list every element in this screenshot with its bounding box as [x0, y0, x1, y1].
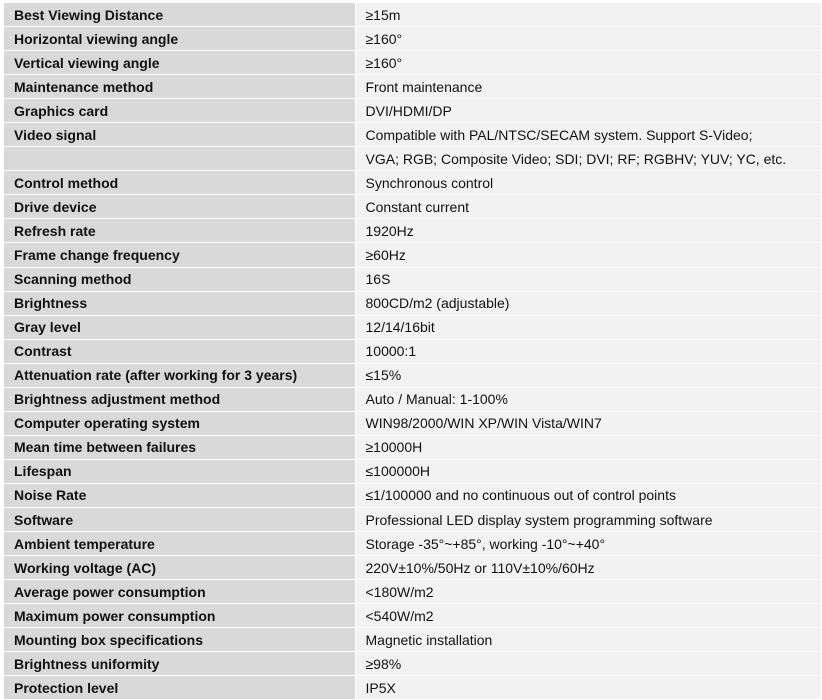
spec-row	[4, 580, 821, 604]
spec-label: Ambient temperature	[4, 532, 355, 556]
spec-value: Auto / Manual: 1-100%	[355, 387, 821, 411]
spec-value: Magnetic installation	[355, 628, 821, 652]
spec-label: Brightness adjustment method	[4, 387, 355, 411]
spec-label: Lifespan	[4, 459, 355, 483]
spec-label: Average power consumption	[4, 580, 355, 604]
spec-row	[4, 532, 821, 556]
spec-row	[4, 171, 821, 195]
spec-value: 10000:1	[355, 339, 821, 363]
spec-label: Horizontal viewing angle	[4, 27, 355, 51]
spec-value: Professional LED display system programming software	[355, 507, 821, 531]
spec-row	[4, 51, 821, 75]
spec-row	[4, 315, 821, 339]
spec-row	[4, 676, 821, 700]
spec-value: Compatible with PAL/NTSC/SECAM system. Support S-Video;	[355, 123, 821, 147]
spec-label: Protection level	[4, 676, 355, 700]
spec-row	[4, 363, 821, 387]
spec-value: WIN98/2000/WIN XP/WIN Vista/WIN7	[355, 411, 821, 435]
spec-label: Software	[4, 507, 355, 531]
spec-value: 220V±10%/50Hz or 110V±10%/60Hz	[355, 556, 821, 580]
spec-label: Graphics card	[4, 99, 355, 123]
spec-row	[4, 3, 821, 27]
spec-label: Best Viewing Distance	[4, 3, 355, 27]
spec-value: Constant current	[355, 195, 821, 219]
spec-label: Mounting box specifications	[4, 628, 355, 652]
spec-label: Control method	[4, 171, 355, 195]
spec-row	[4, 507, 821, 531]
spec-label: Brightness uniformity	[4, 652, 355, 676]
spec-value: ≤100000H	[355, 459, 821, 483]
spec-label: Mean time between failures	[4, 435, 355, 459]
spec-value: 12/14/16bit	[355, 315, 821, 339]
spec-value: VGA; RGB; Composite Video; SDI; DVI; RF; RGBHV; YUV; YC, etc.	[355, 147, 821, 171]
spec-label: Frame change frequency	[4, 243, 355, 267]
spec-value: ≥98%	[355, 652, 821, 676]
spec-row	[4, 339, 821, 363]
spec-row	[4, 483, 821, 507]
spec-row	[4, 556, 821, 580]
spec-row	[4, 267, 821, 291]
spec-value: <540W/m2	[355, 604, 821, 628]
spec-value: Synchronous control	[355, 171, 821, 195]
spec-value: 16S	[355, 267, 821, 291]
spec-value: ≥60Hz	[355, 243, 821, 267]
spec-value: <180W/m2	[355, 580, 821, 604]
spec-label: Gray level	[4, 315, 355, 339]
spec-value: ≥10000H	[355, 435, 821, 459]
spec-label: Scanning method	[4, 267, 355, 291]
spec-value: 1920Hz	[355, 219, 821, 243]
spec-value: 800CD/m2 (adjustable)	[355, 291, 821, 315]
spec-label: Attenuation rate (after working for 3 years)	[4, 363, 355, 387]
spec-label: Drive device	[4, 195, 355, 219]
spec-label: Video signal	[4, 123, 355, 147]
spec-row	[4, 75, 821, 99]
spec-value: ≥160°	[355, 27, 821, 51]
spec-value: ≤1/100000 and no continuous out of control points	[355, 483, 821, 507]
spec-row	[4, 195, 821, 219]
spec-row	[4, 147, 821, 171]
spec-row	[4, 435, 821, 459]
spec-row	[4, 411, 821, 435]
spec-row	[4, 291, 821, 315]
spec-row	[4, 123, 821, 147]
spec-value: Front maintenance	[355, 75, 821, 99]
spec-label: Vertical viewing angle	[4, 51, 355, 75]
spec-label: Brightness	[4, 291, 355, 315]
spec-label: Refresh rate	[4, 219, 355, 243]
spec-value: Storage -35°~+85°, working -10°~+40°	[355, 532, 821, 556]
spec-label: Noise Rate	[4, 483, 355, 507]
spec-label: Maximum power consumption	[4, 604, 355, 628]
spec-row	[4, 219, 821, 243]
spec-table-body	[4, 3, 821, 700]
spec-row	[4, 387, 821, 411]
spec-row	[4, 27, 821, 51]
spec-value: IP5X	[355, 676, 821, 700]
spec-table	[4, 3, 821, 700]
spec-label	[4, 147, 355, 171]
spec-row	[4, 459, 821, 483]
spec-label: Computer operating system	[4, 411, 355, 435]
spec-value: DVI/HDMI/DP	[355, 99, 821, 123]
spec-label: Working voltage (AC)	[4, 556, 355, 580]
spec-value: ≥15m	[355, 3, 821, 27]
spec-row	[4, 243, 821, 267]
spec-label: Maintenance method	[4, 75, 355, 99]
spec-row	[4, 652, 821, 676]
spec-row	[4, 604, 821, 628]
spec-row	[4, 99, 821, 123]
spec-value: ≥160°	[355, 51, 821, 75]
spec-label: Contrast	[4, 339, 355, 363]
spec-value: ≤15%	[355, 363, 821, 387]
spec-row	[4, 628, 821, 652]
